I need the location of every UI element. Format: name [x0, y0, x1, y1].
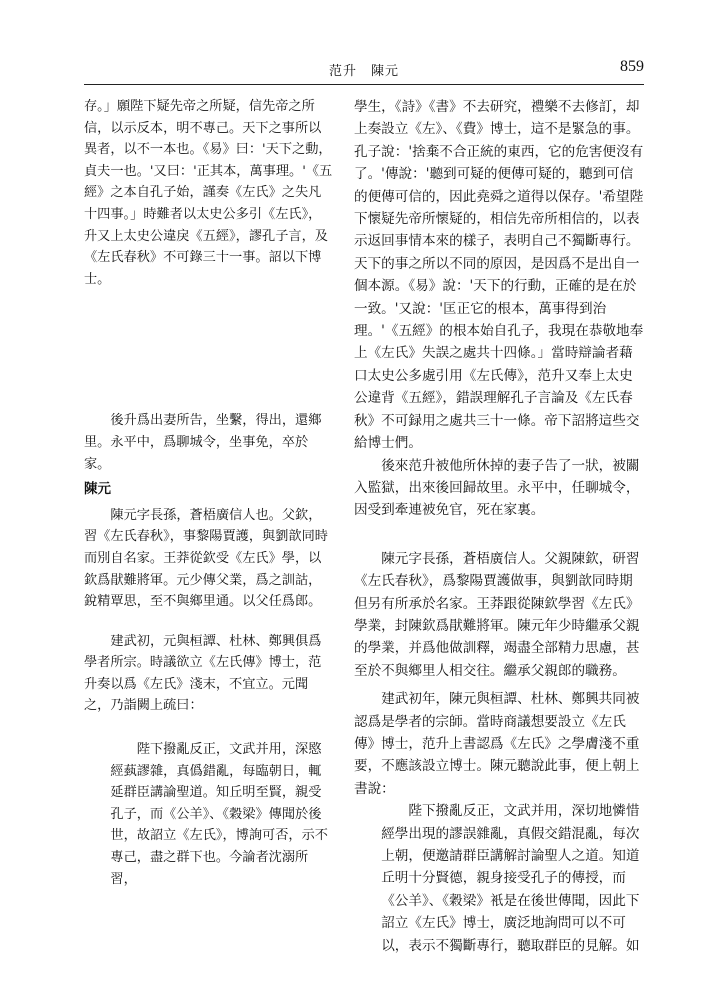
original-memorial-quote: 陛下撥亂反正，文武并用，深愍經蓺謬雜，真僞錯亂，每臨朝日，輒延群臣講論聖道。知丘明至賢，親受孔子，而《公羊》、《穀梁》傳聞於後世，故詔立《左氏》，博詢可否，示不專己，盡之群下也。今論者沈溺所習，: [110, 742, 328, 887]
original-paragraph-3: 陳元字長孫，蒼梧廣信人也。父欽，習《左氏春秋》，事黎陽賈護，與劉歆同時而別自名家。王莽從欽受《左氏》學，以欽爲猒難將軍。元少傳父業，爲之訓詁，銳精覃思，至不與鄉里通。以父任爲郎。: [84, 507, 328, 610]
translation-paragraph-3: 陳元字長孫，蒼梧廣信人。父親陳欽，研習《左氏春秋》，爲黎陽賈護做事，與劉歆同時期但另有所承於名家。王莽跟從陳欽學習《左氏》學業，封陳欽爲猒難將軍。陳元年少時繼承父親的學業，并爲他做訓釋，竭盡全部精力思慮，甚至於不與鄉里人相交往。繼承父親郎的職務。: [354, 550, 640, 679]
spacer: [84, 290, 334, 410]
original-text-column: [84, 96, 334, 890]
spacer: [84, 717, 334, 739]
header-rule: [84, 84, 644, 85]
translation-column: [354, 96, 646, 957]
translation-memorial-quote: 陛下撥亂反正，文武并用，深切地憐惜經學出現的謬誤雜亂，真假交錯混亂，每次上朝，便邀請群臣講解討論聖人之道。知道丘明十分賢德，親身接受孔子的傳授，而《公羊》、《穀梁》衹是在後世傳聞，因此下詔立《左氏》博士，廣泛地詢問可以不可以，表示不獨斷專行，聽取群臣的見解。如: [381, 803, 640, 954]
page-number: 859: [620, 58, 644, 75]
translation-paragraph-4: 建武初年，陳元與桓譚、杜林、鄭興共同被認爲是學者的宗師。當時商議想要設立《左氏傳》博士，范升上書認爲《左氏》之學膚淺不重要，不應該設立博士。陳元聽說此事，便上朝上書說：: [354, 691, 640, 797]
translation-paragraph-1: 學生，《詩》《書》不去研究，禮樂不去修訂，却上奏設立《左》、《費》博士，這不是緊急的事。孔子說：'捨棄不合正統的東西，它的危害便沒有了。'傳說：'聽到可疑的便傳可疑的，聽到可信的便傳可信的，因此堯舜之道得以保存。'希望陛下懷疑先帝所懷疑的，相信先帝所相信的，以表示返回事情本來的樣子，表明自己不獨斷專行。天下的事之所以不同的原因，是因爲不是出自一個本源。《易》說：'天下的行動，正確的是在於一致。'又說：'匡正它的根本，萬事得到治理。'《五經》的根本始自孔子，我現在恭敬地奉上《左氏》失誤之處共十四條。」當時辯論者藉口太史公多處引用《左氏傳》，范升又奉上太史公違背《五經》，錯誤理解孔子言論及《左氏春秋》不可録用之處共三十一條。帝下詔將這些交給博士們。: [354, 99, 644, 452]
original-paragraph-2: 後升爲出妻所告，坐繫，得出，還鄉里。永平中，爲聊城令，坐事免，卒於家。: [84, 413, 322, 472]
original-paragraph-4: 建武初，元與桓譚、杜林、鄭興俱爲學者所宗。時議欲立《左氏傳》博士，范升奏以爲《左氏》淺末，不宜立。元聞之，乃詣闕上疏曰：: [84, 633, 322, 714]
section-heading-chen-yuan: 陳元: [84, 481, 111, 498]
spacer: [84, 613, 334, 631]
spacer: [354, 522, 646, 548]
running-title: 范升 陳元: [328, 64, 399, 79]
original-paragraph-1: 存。」願陛下疑先帝之所疑，信先帝之所信，以示反本，明不專己。天下之事所以異者，以不一本也。《易》曰：'天下之動，貞夫一也。'又曰：'正其本，萬事理。'《五經》之本自孔子始，謹奏《左氏》之失凡十四事。」時難者以太史公多引《左氏》，升又上太史公違戾《五經》，謬孔子言，及《左氏春秋》不可錄三十一事。詔以下博士。: [84, 99, 333, 287]
page-header: [84, 60, 644, 82]
translation-paragraph-2: 後來范升被他所休掉的妻子告了一狀，被關入監獄，出來後回歸故里。永平中，任聊城令，因受到牽連被免官，死在家裏。: [354, 457, 640, 519]
